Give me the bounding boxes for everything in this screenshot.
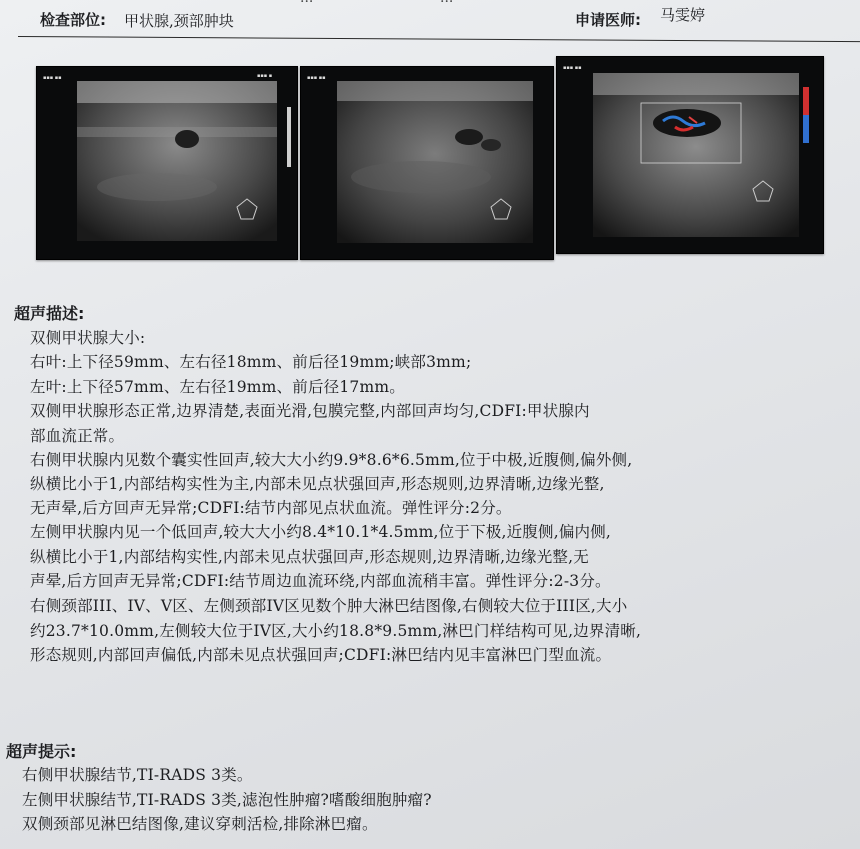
exam-site-label: 检查部位: — [40, 11, 107, 29]
svg-text:▪▪▪ ▪▪: ▪▪▪ ▪▪ — [43, 75, 62, 81]
description-line: 右侧甲状腺内见数个囊实性回声,较大大小约9.9*8.6*6.5mm,位于中极,近腹侧,偏外侧, — [30, 451, 633, 469]
description-line: 纵横比小于1,内部结构实性,内部未见点状强回声,形态规则,边界清晰,边缘光整,无 — [30, 548, 589, 566]
svg-text:▪▪▪ ▪▪: ▪▪▪ ▪▪ — [563, 65, 582, 71]
ultrasound-image-2 — [300, 66, 554, 260]
header-cutoff-text-1 — [300, 0, 313, 6]
description-line: 纵横比小于1,内部结构实性为主,内部未见点状强回声,形态规则,边界清晰,边缘光整, — [30, 475, 605, 493]
description-line: 左侧甲状腺内见一个低回声,较大大小约8.4*10.1*4.5mm,位于下极,近腹侧,偏内侧, — [30, 523, 612, 541]
description-line: 右侧颈部III、IV、V区、左侧颈部IV区见数个肿大淋巴结图像,右侧较大位于III区,大小 — [30, 597, 628, 615]
impression-title: 超声提示: — [6, 742, 77, 761]
svg-text:▪▪▪ ▪▪: ▪▪▪ ▪▪ — [307, 75, 326, 81]
description-line: 双侧甲状腺大小: — [30, 329, 146, 347]
description-line: 声晕,后方回声无异常;CDFI:结节周边血流环绕,内部血流稍丰富。弹性评分:2-3分。 — [30, 572, 611, 590]
requesting-doctor-label: 申请医师: — [575, 11, 642, 29]
header-divider — [18, 36, 860, 42]
description-line: 无声晕,后方回声无异常;CDFI:结节内部见点状血流。弹性评分:2分。 — [30, 499, 512, 517]
report-header — [0, 0, 860, 36]
exam-site-value: 甲状腺,颈部肿块 — [124, 12, 234, 30]
description-line: 形态规则,内部回声偏低,内部未见点状强回声;CDFI:淋巴结内见丰富淋巴门型血流。 — [30, 646, 612, 664]
description-line: 右叶:上下径59mm、左右径18mm、前后径19mm;峡部3mm; — [30, 353, 472, 371]
description-line: 左叶:上下径57mm、左右径19mm、前后径17mm。 — [30, 378, 405, 396]
impression-line: 右侧甲状腺结节,TI-RADS 3类。 — [22, 766, 253, 784]
ultrasound-image-1 — [36, 66, 298, 260]
impression-line: 左侧甲状腺结节,TI-RADS 3类,滤泡性肿瘤?嗜酸细胞肿瘤? — [22, 791, 432, 809]
description-line: 双侧甲状腺形态正常,边界清楚,表面光滑,包膜完整,内部回声均匀,CDFI:甲状腺内 — [30, 402, 590, 420]
description-line: 部血流正常。 — [30, 427, 125, 445]
ultrasound-image-3-doppler — [556, 56, 824, 254]
svg-text:▪▪▪ ▪: ▪▪▪ ▪ — [257, 73, 273, 79]
requesting-doctor-value: 马雯婷 — [660, 6, 706, 24]
description-line: 约23.7*10.0mm,左侧较大位于IV区,大小约18.8*9.5mm,淋巴门样结构可见,边界清晰, — [30, 622, 642, 640]
description-title: 超声描述: — [14, 304, 85, 323]
impression-line: 双侧颈部见淋巴结图像,建议穿刺活检,排除淋巴瘤。 — [22, 815, 378, 833]
header-cutoff-text-2 — [440, 0, 453, 6]
